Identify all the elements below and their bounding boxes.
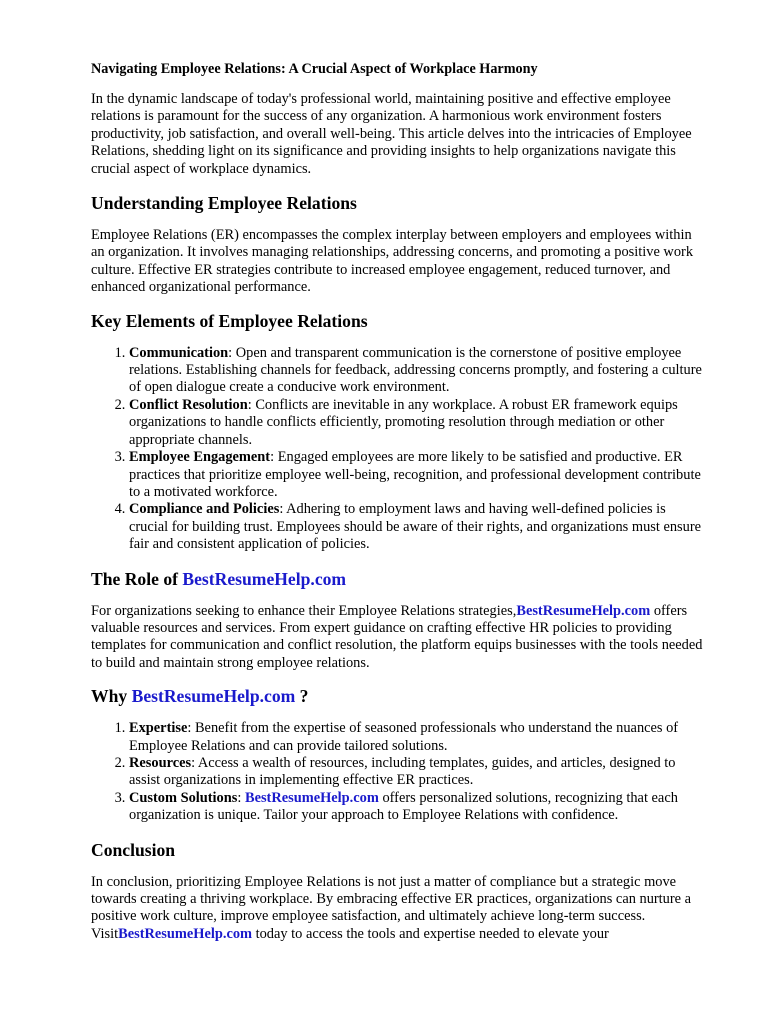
conclusion-paragraph bbox=[91, 874, 708, 944]
why-heading-suffix: ? bbox=[295, 686, 309, 707]
why-heading bbox=[91, 685, 708, 707]
bestresumehelp-link[interactable]: BestResumeHelp.com bbox=[244, 789, 379, 806]
role-heading-prefix: The Role of bbox=[91, 568, 183, 589]
list-item-term: Employee Engagement bbox=[129, 449, 271, 466]
why-list bbox=[91, 720, 708, 824]
role-text-after: offers valuable resources and services. From expert guidance on crafting effective HR policies to providing templates for communication and conflict resolution, the platform equips businesses with the tools needed to build and maintain strong employee relations. bbox=[91, 602, 703, 671]
role-text-before: For organizations seeking to enhance their Employee Relations strategies, bbox=[91, 602, 517, 619]
list-item bbox=[129, 345, 708, 397]
bestresumehelp-link[interactable]: BestResumeHelp.com bbox=[131, 686, 296, 707]
list-item-text: offers personalized solutions, recognizing that each organization is unique. Tailor your approach to Employee Relations with confidence. bbox=[129, 789, 678, 824]
list-item-text: : Benefit from the expertise of seasoned professionals who understand the nuances of Employee Relations and can provide tailored solutions. bbox=[129, 720, 679, 754]
conclusion-heading: Conclusion bbox=[91, 839, 176, 860]
list-item-term: Communication bbox=[129, 344, 229, 361]
role-heading bbox=[91, 568, 708, 590]
list-item-text: : Conflicts are inevitable in any workplace. A robust ER framework equips organizations to handle conflicts efficiently, promoting resolution through mediation or other appropriate channels. bbox=[129, 396, 678, 448]
list-item-text: : Access a wealth of resources, including templates, guides, and articles, designed to assist organizations in implementing effective ER practices. bbox=[129, 754, 676, 789]
why-heading-prefix: Why bbox=[91, 686, 132, 707]
understanding-heading: Understanding Employee Relations bbox=[91, 193, 357, 214]
list-item bbox=[129, 720, 708, 755]
document-title: Navigating Employee Relations: A Crucial Aspect of Workplace Harmony bbox=[91, 61, 538, 77]
intro-paragraph: In the dynamic landscape of today's professional world, maintaining positive and effective employee relations is paramount for the success of any organization. A harmonious work environment fosters productivity, job satisfaction, and overall well-being. This article delves into the intricacies of Employee Relations, shedding light on its significance and providing insights to help organizations navigate this crucial aspect of workplace dynamics. bbox=[91, 91, 692, 177]
bestresumehelp-link[interactable]: BestResumeHelp.com bbox=[118, 925, 253, 942]
list-item bbox=[129, 501, 708, 553]
list-item-text: : Engaged employees are more likely to be satisfied and productive. ER practices that prioritize employee well-being, recognition, and professional development contribute to a motivated workforce. bbox=[129, 449, 701, 500]
list-item bbox=[129, 449, 708, 501]
list-item bbox=[129, 755, 708, 790]
list-item bbox=[129, 397, 708, 449]
key-elements-heading: Key Elements of Employee Relations bbox=[91, 310, 368, 331]
list-item-term: Custom Solutions bbox=[129, 789, 238, 806]
key-elements-list bbox=[91, 345, 708, 554]
list-item bbox=[129, 790, 708, 825]
understanding-paragraph: Employee Relations (ER) encompasses the complex interplay between employers and employees within an organization. It involves managing relationships, addressing concerns, and promoting a positive work culture. Effective ER strategies contribute to increased employee engagement, reduced turnover, and enhanced organizational performance. bbox=[91, 227, 694, 296]
role-paragraph bbox=[91, 603, 708, 673]
bestresumehelp-link[interactable]: BestResumeHelp.com bbox=[516, 602, 651, 619]
list-item-term: Expertise bbox=[129, 720, 188, 737]
list-item-term: Compliance and Policies bbox=[129, 501, 280, 518]
list-item-term: Conflict Resolution bbox=[129, 396, 248, 413]
list-item-text: : Open and transparent communication is the cornerstone of positive employee relations. Establishing channels for feedback, addressing concerns promptly, and fostering a culture of open dialogue create a conducive work environment. bbox=[129, 344, 702, 396]
list-item-term: Resources bbox=[129, 754, 192, 771]
conclusion-text-before: In conclusion, prioritizing Employee Relations is not just a matter of compliance but a strategic move towards creating a thriving workplace. By embracing effective ER practices, organizations can nurture a positive work culture, improve employee satisfaction, and ultimately achieve long-term success. Visit bbox=[91, 873, 692, 942]
bestresumehelp-link[interactable]: BestResumeHelp.com bbox=[182, 568, 347, 589]
list-item-text: : Adhering to employment laws and having well-defined policies is crucial for building trust. Employees should be aware of their rights, and organizations must ensure fair and consistent application of policies. bbox=[129, 501, 702, 553]
conclusion-text-after: today to access the tools and expertise needed to elevate your bbox=[252, 925, 609, 942]
list-item-text: : bbox=[237, 789, 245, 806]
